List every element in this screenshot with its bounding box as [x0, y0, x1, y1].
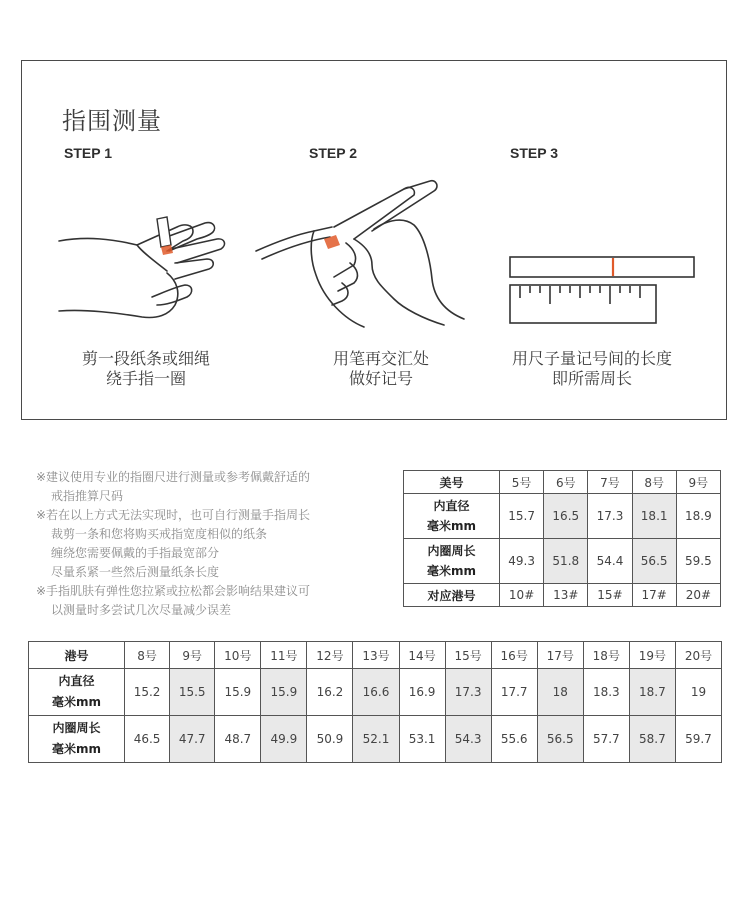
table-cell: 15.9 — [261, 669, 307, 716]
note-line: 以测量时多尝试几次尽量减少误差 — [51, 603, 232, 617]
step-1-caption-line-2: 绕手指一圈 — [105, 369, 186, 388]
step-1-caption — [36, 349, 256, 389]
table-cell: 15# — [588, 584, 632, 607]
table-cell: 16.6 — [353, 669, 399, 716]
table-cell: 56.5 — [632, 539, 676, 584]
table-cell: 49.3 — [500, 539, 544, 584]
table-cell: 17.3 — [588, 494, 632, 539]
note-line: 戒指推算尺码 — [51, 489, 124, 503]
table-cell: 14号 — [399, 642, 445, 669]
us-size-header-label: 美号 — [404, 471, 500, 494]
table-cell: 15.2 — [125, 669, 170, 716]
note-line: ※手指肌肤有弹性您拉紧或拉松都会影响结果建议可 — [36, 584, 311, 598]
inner-diameter-label — [29, 669, 125, 716]
row-label-line: 毫米mm — [51, 695, 101, 709]
step-3-label: STEP 3 — [510, 145, 558, 161]
table-cell: 18.3 — [583, 669, 629, 716]
table-cell: 15.7 — [500, 494, 544, 539]
table-row — [404, 494, 721, 539]
table-cell: 15号 — [445, 642, 491, 669]
note-line: ※若在以上方式无法实现时，也可自行测量手指周长 — [36, 508, 311, 522]
table-cell: 46.5 — [125, 716, 170, 763]
measurement-guide-panel — [21, 60, 727, 420]
circumference-label — [404, 539, 500, 584]
hand-wrapping-paper-strip-illustration — [57, 201, 232, 331]
table-cell: 19 — [675, 669, 721, 716]
table-row — [404, 539, 721, 584]
table-cell: 55.6 — [491, 716, 537, 763]
table-cell: 9号 — [170, 642, 215, 669]
table-cell: 6号 — [544, 471, 588, 494]
circumference-label — [29, 716, 125, 763]
table-cell: 18.1 — [632, 494, 676, 539]
table-cell: 13号 — [353, 642, 399, 669]
row-label-line: 内圈周长 — [427, 544, 476, 558]
hand-marking-with-pen-illustration — [254, 179, 469, 329]
measurement-notes — [36, 468, 396, 620]
table-cell: 56.5 — [537, 716, 583, 763]
step-3-caption-line-2: 即所需周长 — [551, 369, 632, 388]
table-cell: 48.7 — [215, 716, 261, 763]
table-cell: 57.7 — [583, 716, 629, 763]
table-cell: 16.9 — [399, 669, 445, 716]
table-cell: 17.3 — [445, 669, 491, 716]
step-2-caption-line-2: 做好记号 — [348, 369, 413, 388]
table-cell: 16.5 — [544, 494, 588, 539]
table-cell: 13# — [544, 584, 588, 607]
step-2-label: STEP 2 — [309, 145, 357, 161]
table-row — [29, 716, 722, 763]
row-label-line: 毫米mm — [426, 564, 476, 578]
note-line: ※建议使用专业的指圈尺进行测量或参考佩戴舒适的 — [36, 470, 311, 484]
table-cell: 50.9 — [307, 716, 353, 763]
table-cell: 7号 — [588, 471, 632, 494]
table-cell: 47.7 — [170, 716, 215, 763]
table-cell: 18号 — [583, 642, 629, 669]
hk-size-table — [28, 641, 722, 763]
row-label-line: 毫米mm — [51, 742, 101, 756]
row-label-line: 毫米mm — [426, 519, 476, 533]
hk-equivalent-label: 对应港号 — [404, 584, 500, 607]
note-line: 缠绕您需要佩戴的手指最宽部分 — [51, 546, 220, 560]
table-cell: 10号 — [215, 642, 261, 669]
table-cell: 19号 — [629, 642, 675, 669]
table-cell: 54.3 — [445, 716, 491, 763]
table-cell: 5号 — [500, 471, 544, 494]
table-cell: 12号 — [307, 642, 353, 669]
row-label-line: 内直径 — [58, 674, 95, 688]
table-row — [404, 584, 721, 607]
hk-size-header-label: 港号 — [29, 642, 125, 669]
table-cell: 18 — [537, 669, 583, 716]
note-line: 尽量系紧一些然后测量纸条长度 — [51, 565, 220, 579]
table-cell: 18.7 — [629, 669, 675, 716]
step-1-label: STEP 1 — [64, 145, 112, 161]
step-1-caption-line-1: 剪一段纸条或细绳 — [81, 349, 210, 368]
step-3-caption — [492, 349, 692, 389]
table-cell: 53.1 — [399, 716, 445, 763]
table-cell: 8号 — [632, 471, 676, 494]
table-cell: 9号 — [676, 471, 720, 494]
step-2-caption — [271, 349, 491, 389]
table-cell: 16号 — [491, 642, 537, 669]
panel-title: 指围测量 — [62, 107, 162, 135]
table-cell: 59.7 — [675, 716, 721, 763]
table-cell: 10# — [500, 584, 544, 607]
step-2-caption-line-1: 用笔再交汇处 — [332, 349, 429, 368]
table-cell: 49.9 — [261, 716, 307, 763]
table-row — [29, 669, 722, 716]
table-cell: 11号 — [261, 642, 307, 669]
us-size-table — [403, 470, 721, 607]
table-cell: 20# — [676, 584, 720, 607]
table-row — [404, 471, 721, 494]
table-cell: 17.7 — [491, 669, 537, 716]
table-cell: 58.7 — [629, 716, 675, 763]
table-cell: 59.5 — [676, 539, 720, 584]
table-cell: 18.9 — [676, 494, 720, 539]
step-3-caption-line-1: 用尺子量记号间的长度 — [511, 349, 672, 368]
row-label-line: 内圈周长 — [52, 721, 101, 735]
table-cell: 54.4 — [588, 539, 632, 584]
note-line: 裁剪一条和您将购买戒指宽度相似的纸条 — [51, 527, 268, 541]
row-label-line: 内直径 — [433, 499, 470, 513]
inner-diameter-label — [404, 494, 500, 539]
table-cell: 51.8 — [544, 539, 588, 584]
table-cell: 17# — [632, 584, 676, 607]
table-cell: 20号 — [675, 642, 721, 669]
table-row — [29, 642, 722, 669]
table-cell: 52.1 — [353, 716, 399, 763]
table-cell: 8号 — [125, 642, 170, 669]
table-cell: 15.5 — [170, 669, 215, 716]
table-cell: 17号 — [537, 642, 583, 669]
table-cell: 15.9 — [215, 669, 261, 716]
table-cell: 16.2 — [307, 669, 353, 716]
paper-strip-over-ruler-illustration — [508, 255, 698, 327]
